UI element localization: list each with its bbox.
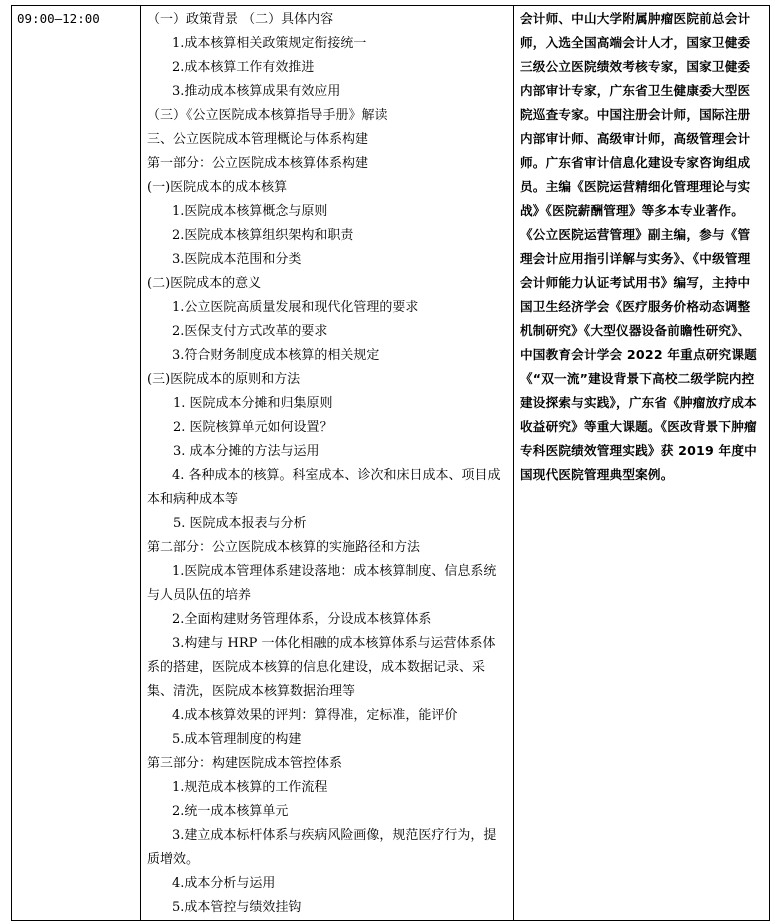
schedule-table [11,5,770,921]
outline-line: 5.成本管理制度的构建 [172,732,302,747]
outline-line: 3. 成本分摊的方法与运用 [173,444,320,459]
outline-line: 1.医院成本管理体系建设落地：成本核算制度、信息系统与人员队伍的培养 [147,564,497,603]
outline-line: 1.规范成本核算的工作流程 [172,780,328,795]
schedule-row [12,6,770,921]
outline-line: 2.医院成本核算组织架构和职责 [172,228,354,243]
outline-line: 1. 医院成本分摊和归集原则 [173,396,333,411]
outline-line: 5. 医院成本报表与分析 [173,516,307,531]
session-time: 09:00—12:00 [17,11,100,26]
outline-line: 2.全面构建财务管理体系，分设成本核算体系 [172,612,432,627]
outline-line: 1.成本核算相关政策规定衔接统一 [172,36,367,51]
outline-line: 第一部分：公立医院成本核算体系构建 [147,156,369,171]
bio-cell [514,6,770,921]
outline-line: 3.建立成本标杆体系与疾病风险画像，规范医疗行为，提质增效。 [147,828,497,867]
outline-line: 3.构建与 HRP 一体化相融的成本核算体系与运营体系体系的搭建，医院成本核算的信息化建设，成本数据记录、采集、清洗，医院成本核算数据治理等 [147,636,496,699]
outline-line: 3.符合财务制度成本核算的相关规定 [172,348,380,363]
outline-line: （三）《公立医院成本核算指导手册》解读 [147,108,388,123]
outline-line: 三、公立医院成本管理概论与体系构建 [147,132,369,147]
outline-line: 4.成本核算效果的评判：算得准，定标准，能评价 [172,708,458,723]
outline-line: 第二部分：公立医院成本核算的实施路径和方法 [147,540,421,555]
outline-line: 2.医保支付方式改革的要求 [172,324,328,339]
course-outline [141,6,513,920]
outline-line: 4.成本分析与运用 [172,876,276,891]
outline-line: 3.医院成本范围和分类 [172,252,302,267]
outline-line: 1.公立医院高质量发展和现代化管理的要求 [172,300,419,315]
outline-line: 第三部分：构建医院成本管控体系 [147,756,343,771]
outline-line: (一)医院成本的成本核算 [147,180,288,195]
lecturer-bio: 会计师、中山大学附属肿瘤医院前总会计师，入选全国高端会计人才，国家卫健委三级公立医院绩效考核专家，国家卫健委内部审计专家，广东省卫生健康委大型医院巡查专家。中国注册会计师，国际注册内部审计师、高级审计师，高级管理会计师。广东省审计信息化建设专家咨询组成员。主编《医院运营精细化管理理论与实战》《医院薪酬管理》等多本专业著作。《公立医院运营管理》副主编，参与《管理会计应用指引详解与实务》、《中级管理会计师能力认证考试用书》编写，主持中国卫生经济学会《医疗服务价格动态调整机制研究》《大型仪器设备前瞻性研究》、中国教育会计学会 2022 年重点研究课题《“双一流”建设背景下高校二级学院内控建设探索与实践》，广东省《肿瘤放疗成本收益研究》等重大课题。《医改背景下肿瘤专科医院绩效管理实践》获 2019 年度中国现代医院管理典型案例。 [520,11,757,482]
time-cell [12,6,141,921]
outline-line: (二)医院成本的意义 [147,276,262,291]
outline-line: 2. 医院核算单元如何设置？ [173,420,333,435]
outline-line: 3.推动成本核算成果有效应用 [172,84,341,99]
outline-line: （一）政策背景 （二）具体内容 [147,12,334,27]
content-cell [141,6,514,921]
outline-line: 4. 各种成本的核算。科室成本、诊次和床日成本、项目成本和病种成本等 [147,468,501,507]
outline-line: (三)医院成本的原则和方法 [147,372,301,387]
outline-line: 2.成本核算工作有效推进 [172,60,315,75]
outline-line: 2.统一成本核算单元 [172,804,289,819]
outline-line: 1.医院成本核算概念与原则 [172,204,328,219]
outline-line: 5.成本管控与绩效挂钩 [172,900,302,915]
